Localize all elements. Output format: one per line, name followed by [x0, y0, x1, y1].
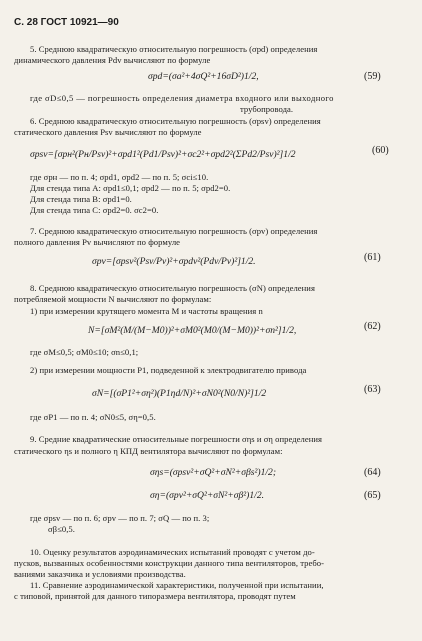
equation-number: (64) [364, 467, 381, 478]
formula-62: N=[σM²(M/(M−M0))²+σM0²(M0/(M−M0))²+σn²]1/2, [88, 325, 297, 336]
equation-number: (60) [372, 145, 389, 156]
text-line: Для стенда типа В: σpd1=0. [30, 194, 132, 204]
text-line: 2) при измерении мощности P1, подведенной к электродвигателю привода [30, 365, 307, 375]
formula-65: ση=(σpv²+σQ²+σN²+σβ²)1/2. [150, 490, 265, 501]
text-line: Для стенда типа С: σpd2=0. σc2=0. [30, 205, 159, 215]
text-line: 5. Среднюю квадратическую относительную погрешность (σpd) определения [30, 44, 318, 54]
formula-63: σN=[(σP1²+ση²)(P1ηd/N)²+σN0²(N0/N)²]1/2 [92, 388, 267, 399]
text-line: где σD≤0,5 — погрешность определения диаметра входного или выходного [30, 93, 334, 103]
text-line: Для стенда типа А: σpd1≤0,1; σpd2 — по п. 5; σpd2=0. [30, 183, 231, 193]
text-line: σβ≤0,5. [48, 524, 75, 534]
equation-number: (65) [364, 490, 381, 501]
formula-59: σpd=(σa²+4σQ²+16σD²)1/2, [148, 71, 259, 82]
text-line: 9. Средние квадратические относительные погрешности σηs и ση определения [30, 434, 323, 444]
text-line: где σM≤0,5; σM0≤10; σn≤0,1; [30, 347, 139, 357]
formula-61: σpv=[σpsv²(Psv/Pv)²+σpdv²(Pdv/Pv)²]1/2. [92, 256, 256, 267]
text-line: ваниями заказчика и условиями производства. [14, 569, 186, 579]
text-line: где σP1 — по п. 4; σN0≤5, ση=0,5. [30, 412, 156, 422]
text-line: динамического давления Pdv вычисляют по формуле [14, 55, 211, 65]
text-line: потребляемой мощности N вычисляют по формулам: [14, 294, 212, 304]
equation-number: (59) [364, 71, 381, 82]
formula-60: σpsv=[σpн²(Pн/Psv)²+σpd1²(Pd1/Psv)²+σc2²+σpd2²(ΣPd2/Psv)²]1/2 [30, 149, 296, 160]
text-line: с типовой, принятой для данного типоразмера вентилятора, проводят путем [14, 591, 296, 601]
text-line: 10. Оценку результатов аэродинамических испытаний проводят с учетом до- [30, 547, 315, 557]
text-line: полного давления Pv вычисляют по формуле [14, 237, 181, 247]
text-line: трубопровода. [240, 104, 294, 114]
text-line: статического давления Psv вычисляют по формуле [14, 127, 202, 137]
page-header: С. 28 ГОСТ 10921—90 [14, 17, 119, 28]
equation-number: (61) [364, 252, 381, 263]
text-line: 6. Среднюю квадратическую относительную погрешность (σpsv) определения [30, 116, 321, 126]
text-line: 11. Сравнение аэродинамической характеристики, полученной при испытании, [30, 580, 324, 590]
equation-number: (63) [364, 384, 381, 395]
text-line: где σpsv — по п. 6; σpv — по п. 7; σQ — по п. 3; [30, 513, 210, 523]
equation-number: (62) [364, 321, 381, 332]
text-line: 8. Среднюю квадратическую относительную погрешность (σN) определения [30, 283, 315, 293]
text-line: 1) при измерении крутящего момента М и частоты вращения n [30, 306, 263, 316]
text-line: где σpн — по п. 4; σpd1, σpd2 — по п. 5; σсi≤10. [30, 172, 209, 182]
text-line: 7. Среднюю квадратическую относительную погрешность (σpv) определения [30, 226, 318, 236]
text-line: пусков, вызванных особенностями конструкции данного типа вентиляторов, требо- [14, 558, 325, 568]
formula-64: σηs=(σpsv²+σQ²+σN²+σβs²)1/2; [150, 467, 277, 478]
text-line: статического ηs и полного η КПД вентилятора вычисляют по формулам: [14, 446, 283, 456]
